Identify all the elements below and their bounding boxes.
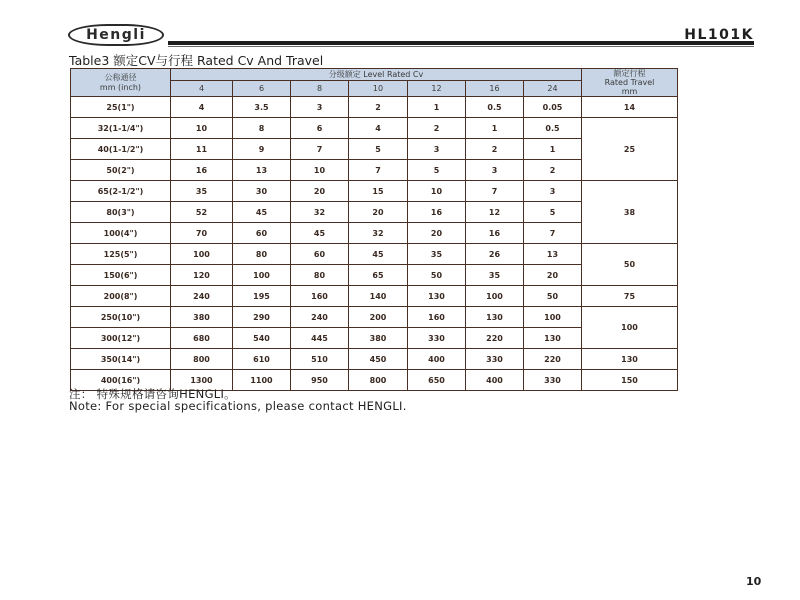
cv-value-cell: 45	[291, 223, 349, 244]
cv-value-cell: 9	[233, 139, 291, 160]
cv-value-cell: 80	[291, 265, 349, 286]
cv-value-cell: 13	[233, 160, 291, 181]
rated-travel-cell: 75	[582, 286, 678, 307]
cv-value-cell: 10	[291, 160, 349, 181]
cv-value-cell: 45	[233, 202, 291, 223]
cv-value-cell: 2	[466, 139, 524, 160]
cv-value-cell: 4	[171, 97, 233, 118]
cv-value-cell: 2	[408, 118, 466, 139]
cv-value-cell: 2	[524, 160, 582, 181]
level-header-cell: 4	[171, 81, 233, 97]
cv-value-cell: 32	[291, 202, 349, 223]
cv-value-cell: 330	[524, 370, 582, 391]
table-row	[71, 181, 678, 202]
cv-value-cell: 240	[291, 307, 349, 328]
model-code: HL101K	[684, 27, 754, 43]
cv-value-cell: 610	[233, 349, 291, 370]
page-number: 10	[746, 575, 762, 588]
cv-travel-table	[70, 68, 678, 391]
cv-value-cell: 7	[524, 223, 582, 244]
cv-value-cell: 650	[408, 370, 466, 391]
cv-value-cell: 0.5	[524, 118, 582, 139]
cv-value-cell: 20	[349, 202, 408, 223]
cv-value-cell: 1300	[171, 370, 233, 391]
cv-value-cell: 35	[466, 265, 524, 286]
cv-value-cell: 50	[524, 286, 582, 307]
level-header-cell: 12	[408, 81, 466, 97]
cv-value-cell: 130	[524, 328, 582, 349]
cv-value-cell: 15	[349, 181, 408, 202]
cv-value-cell: 3	[466, 160, 524, 181]
cv-value-cell: 7	[349, 160, 408, 181]
header-rule-thin	[168, 46, 754, 47]
level-header-cell: 16	[466, 81, 524, 97]
cv-value-cell: 100	[233, 265, 291, 286]
cv-value-cell: 7	[466, 181, 524, 202]
cv-value-cell: 20	[291, 181, 349, 202]
logo-text: Hengli	[86, 27, 146, 43]
cv-value-cell: 1	[524, 139, 582, 160]
level-rated-cv-header: 分级额定 Level Rated Cv	[171, 69, 582, 81]
cv-value-cell: 8	[233, 118, 291, 139]
cv-value-cell: 80	[233, 244, 291, 265]
table-row	[71, 97, 678, 118]
cv-value-cell: 330	[466, 349, 524, 370]
cv-value-cell: 680	[171, 328, 233, 349]
cv-value-cell: 60	[291, 244, 349, 265]
cv-value-cell: 32	[349, 223, 408, 244]
cv-value-cell: 13	[524, 244, 582, 265]
cv-value-cell: 510	[291, 349, 349, 370]
table-title: Table3 额定CV与行程 Rated Cv And Travel	[69, 53, 324, 68]
cv-value-cell: 16	[171, 160, 233, 181]
cv-value-cell: 60	[233, 223, 291, 244]
nominal-size-cell: 150(6")	[71, 265, 171, 286]
cv-value-cell: 12	[466, 202, 524, 223]
rated-travel-cell: 50	[582, 244, 678, 286]
cv-value-cell: 120	[171, 265, 233, 286]
cv-value-cell: 380	[349, 328, 408, 349]
table-row	[71, 286, 678, 307]
rated-travel-cell: 25	[582, 118, 678, 181]
cv-value-cell: 5	[349, 139, 408, 160]
nominal-size-cell: 25(1")	[71, 97, 171, 118]
cv-value-cell: 380	[171, 307, 233, 328]
nominal-size-cell: 65(2-1/2")	[71, 181, 171, 202]
rated-travel-header-cn: 额定行程	[613, 69, 646, 78]
cv-value-cell: 160	[291, 286, 349, 307]
cv-value-cell: 1100	[233, 370, 291, 391]
cv-value-cell: 100	[466, 286, 524, 307]
rated-travel-header	[582, 69, 678, 97]
hengli-logo	[68, 24, 164, 46]
nominal-size-header-en: mm (inch)	[99, 82, 142, 92]
cv-value-cell: 140	[349, 286, 408, 307]
table-row	[71, 244, 678, 265]
note-chinese: 注： 特殊规格请咨询HENGLI。	[69, 387, 236, 401]
cv-value-cell: 800	[349, 370, 408, 391]
nominal-size-cell: 300(12")	[71, 328, 171, 349]
cv-value-cell: 10	[408, 181, 466, 202]
nominal-size-cell: 100(4")	[71, 223, 171, 244]
cv-value-cell: 52	[171, 202, 233, 223]
cv-value-cell: 540	[233, 328, 291, 349]
cv-value-cell: 30	[233, 181, 291, 202]
nominal-size-cell: 125(5")	[71, 244, 171, 265]
cv-value-cell: 7	[291, 139, 349, 160]
nominal-size-cell: 40(1-1/2")	[71, 139, 171, 160]
cv-value-cell: 400	[408, 349, 466, 370]
cv-value-cell: 950	[291, 370, 349, 391]
nominal-size-cell: 400(16")	[71, 370, 171, 391]
nominal-size-cell: 80(3")	[71, 202, 171, 223]
cv-value-cell: 1	[408, 97, 466, 118]
nominal-size-cell: 350(14")	[71, 349, 171, 370]
cv-value-cell: 130	[408, 286, 466, 307]
cv-value-cell: 1	[466, 118, 524, 139]
table-row	[71, 307, 678, 328]
cv-value-cell: 400	[466, 370, 524, 391]
cv-value-cell: 290	[233, 307, 291, 328]
cv-value-cell: 130	[466, 307, 524, 328]
rated-travel-cell: 130	[582, 349, 678, 370]
cv-value-cell: 3	[408, 139, 466, 160]
note-english: Note: For special specifications, please contact HENGLI.	[69, 399, 407, 413]
cv-value-cell: 220	[466, 328, 524, 349]
cv-value-cell: 5	[524, 202, 582, 223]
table-row	[71, 118, 678, 139]
level-header-cell: 8	[291, 81, 349, 97]
cv-value-cell: 10	[171, 118, 233, 139]
cv-value-cell: 2	[349, 97, 408, 118]
nominal-size-cell: 250(10")	[71, 307, 171, 328]
cv-value-cell: 800	[171, 349, 233, 370]
header-rule	[168, 41, 754, 45]
cv-value-cell: 4	[349, 118, 408, 139]
nominal-size-cell: 50(2")	[71, 160, 171, 181]
cv-value-cell: 3	[524, 181, 582, 202]
level-header-cell: 24	[524, 81, 582, 97]
cv-value-cell: 0.5	[466, 97, 524, 118]
rated-travel-cell: 150	[582, 370, 678, 391]
nominal-size-cell: 32(1-1/4")	[71, 118, 171, 139]
cv-value-cell: 26	[466, 244, 524, 265]
cv-value-cell: 445	[291, 328, 349, 349]
cv-value-cell: 330	[408, 328, 466, 349]
cv-value-cell: 20	[524, 265, 582, 286]
rated-travel-header-unit: mm	[621, 87, 638, 96]
table-row	[71, 349, 678, 370]
cv-value-cell: 240	[171, 286, 233, 307]
cv-value-cell: 35	[171, 181, 233, 202]
cv-value-cell: 3.5	[233, 97, 291, 118]
cv-value-cell: 35	[408, 244, 466, 265]
cv-value-cell: 16	[466, 223, 524, 244]
cv-value-cell: 450	[349, 349, 408, 370]
cv-value-cell: 3	[291, 97, 349, 118]
cv-value-cell: 200	[349, 307, 408, 328]
nominal-size-header-cn: 公称通径	[104, 72, 137, 82]
cv-value-cell: 100	[171, 244, 233, 265]
cv-value-cell: 6	[291, 118, 349, 139]
nominal-size-header	[71, 69, 171, 97]
cv-value-cell: 195	[233, 286, 291, 307]
cv-value-cell: 220	[524, 349, 582, 370]
cv-value-cell: 100	[524, 307, 582, 328]
cv-value-cell: 160	[408, 307, 466, 328]
cv-value-cell: 16	[408, 202, 466, 223]
level-header-cell: 10	[349, 81, 408, 97]
rated-travel-cell: 14	[582, 97, 678, 118]
cv-value-cell: 45	[349, 244, 408, 265]
level-header-cell: 6	[233, 81, 291, 97]
rated-travel-cell: 100	[582, 307, 678, 349]
cv-value-cell: 70	[171, 223, 233, 244]
cv-value-cell: 50	[408, 265, 466, 286]
cv-value-cell: 5	[408, 160, 466, 181]
nominal-size-cell: 200(8")	[71, 286, 171, 307]
cv-value-cell: 20	[408, 223, 466, 244]
cv-value-cell: 11	[171, 139, 233, 160]
rated-travel-header-en: Rated Travel	[604, 78, 655, 87]
cv-value-cell: 0.05	[524, 97, 582, 118]
cv-value-cell: 65	[349, 265, 408, 286]
rated-travel-cell: 38	[582, 181, 678, 244]
